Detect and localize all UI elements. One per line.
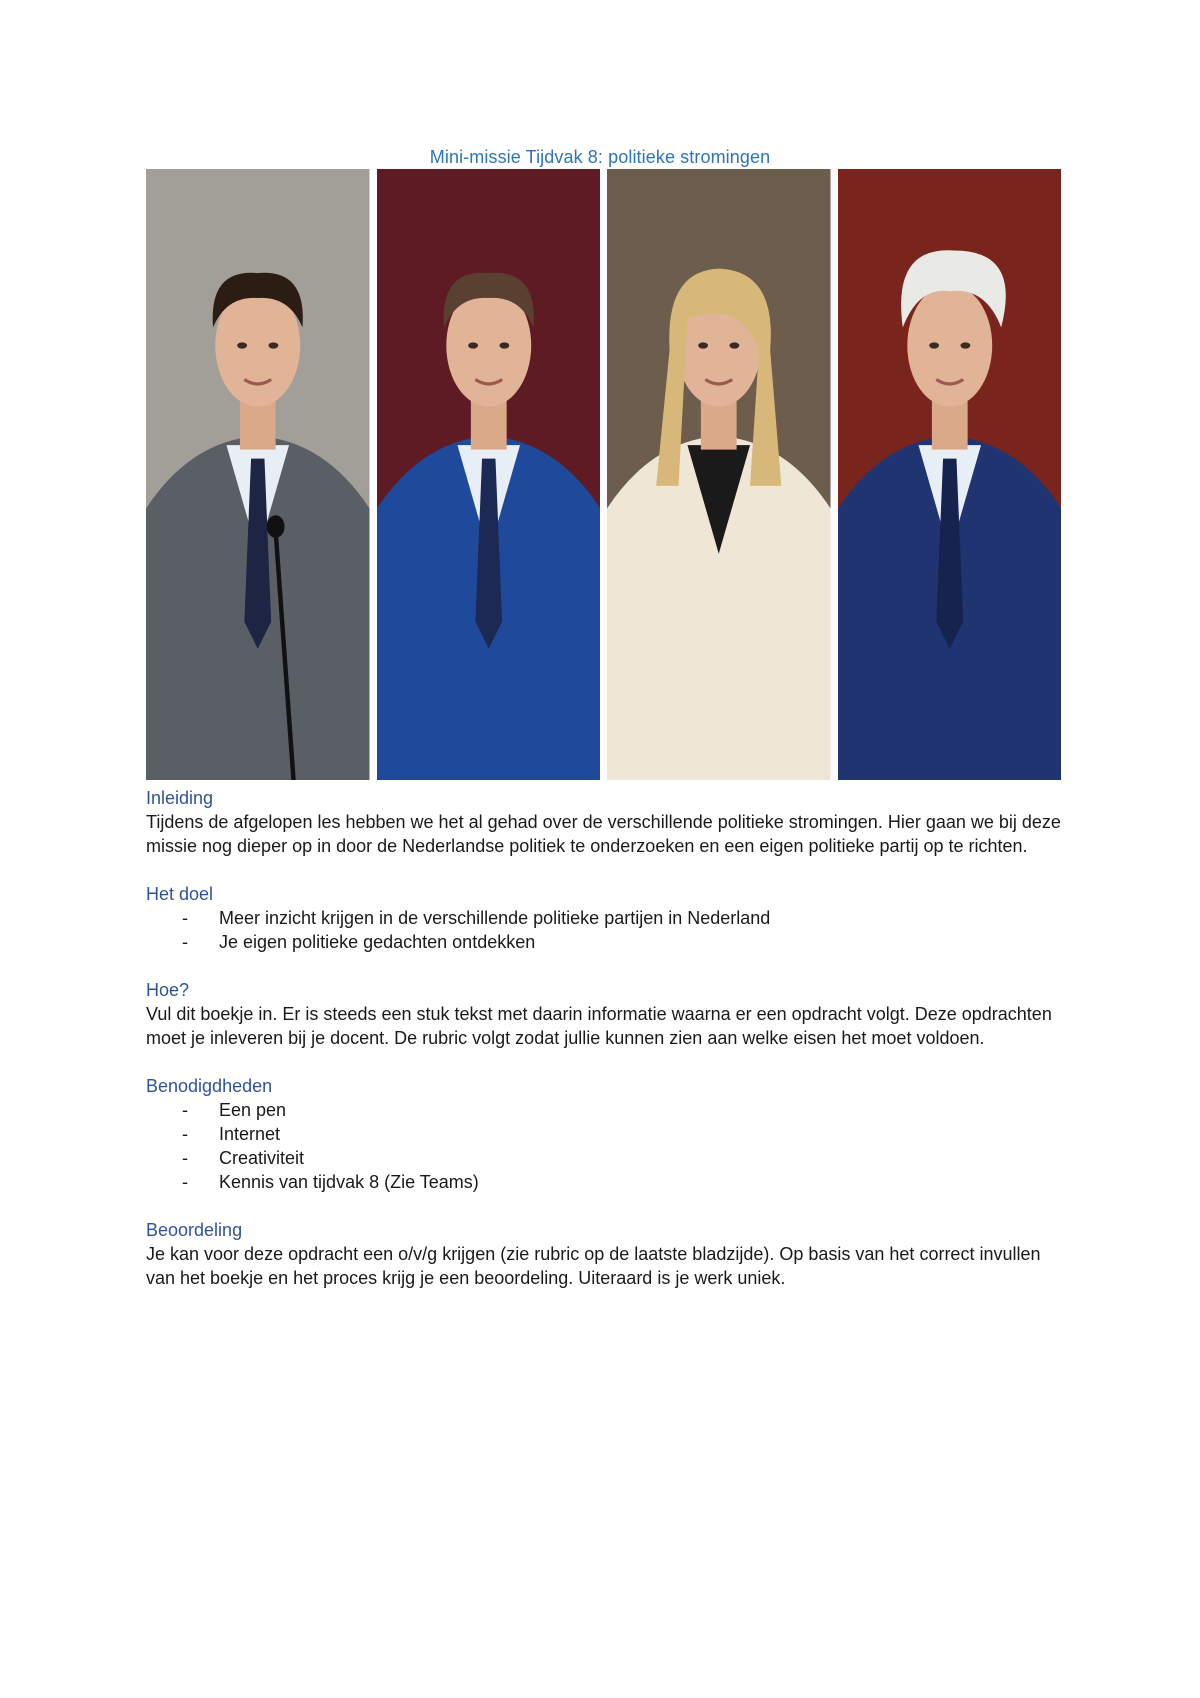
document-body	[146, 786, 1066, 1314]
heading-benodigdheden: Benodigdheden	[146, 1076, 273, 1096]
heading-inleiding: Inleiding	[146, 788, 214, 808]
list-item	[146, 906, 1066, 930]
list-item-text: Internet	[219, 1124, 281, 1144]
list-item	[146, 1098, 1066, 1122]
list-doel	[146, 906, 1066, 954]
politician-portrait-3-image	[607, 169, 831, 780]
politician-portrait-4	[838, 169, 1062, 780]
list-item-text: Meer inzicht krijgen in de verschillende politieke partijen in Nederland	[219, 908, 771, 928]
section-benodigdheden	[146, 1074, 1066, 1194]
photo-collage	[146, 169, 1061, 780]
document-title: Mini-missie Tijdvak 8: politieke stromingen	[429, 147, 771, 167]
section-beoordeling	[146, 1218, 1066, 1290]
paragraph-hoe: Vul dit boekje in. Er is steeds een stuk tekst met daarin informatie waarna er een opdracht volgt. Deze opdrachten moet je inleveren bij je docent. De rubric volgt zodat jullie kunnen zien aan welke eisen het moet voldoen.	[146, 1004, 1052, 1048]
list-dash: -	[182, 1124, 188, 1144]
politician-portrait-1	[146, 169, 370, 780]
list-item-text: Kennis van tijdvak 8 (Zie Teams)	[219, 1172, 479, 1192]
paragraph-beoordeling: Je kan voor deze opdracht een o/v/g krijgen (zie rubric op de laatste bladzijde). Op basis van het correct invullen van het boekje en het proces krijg je een beoordeling. Uiteraard is je werk uniek.	[146, 1244, 1041, 1288]
politician-portrait-2-image	[377, 169, 601, 780]
section-inleiding	[146, 786, 1066, 858]
politician-portrait-1-image	[146, 169, 370, 780]
list-item	[146, 1170, 1066, 1194]
politician-portrait-3	[607, 169, 831, 780]
politician-portrait-4-image	[838, 169, 1062, 780]
list-item-text: Een pen	[219, 1100, 287, 1120]
list-benodigdheden	[146, 1098, 1066, 1194]
heading-hoe: Hoe?	[146, 980, 190, 1000]
politician-portrait-2	[377, 169, 601, 780]
list-dash: -	[182, 908, 188, 928]
list-dash: -	[182, 932, 188, 952]
list-dash: -	[182, 1148, 188, 1168]
list-item	[146, 1122, 1066, 1146]
heading-doel: Het doel	[146, 884, 214, 904]
list-item	[146, 930, 1066, 954]
paragraph-inleiding: Tijdens de afgelopen les hebben we het al gehad over de verschillende politieke stromingen. Hier gaan we bij deze missie nog dieper op in door de Nederlandse politiek te onderzoeken en een eigen politieke partij op te richten.	[146, 812, 1061, 856]
heading-beoordeling: Beoordeling	[146, 1220, 243, 1240]
list-item	[146, 1146, 1066, 1170]
list-dash: -	[182, 1172, 188, 1192]
list-item-text: Je eigen politieke gedachten ontdekken	[219, 932, 536, 952]
list-item-text: Creativiteit	[219, 1148, 305, 1168]
section-doel	[146, 882, 1066, 954]
list-dash: -	[182, 1100, 188, 1120]
section-hoe	[146, 978, 1066, 1050]
